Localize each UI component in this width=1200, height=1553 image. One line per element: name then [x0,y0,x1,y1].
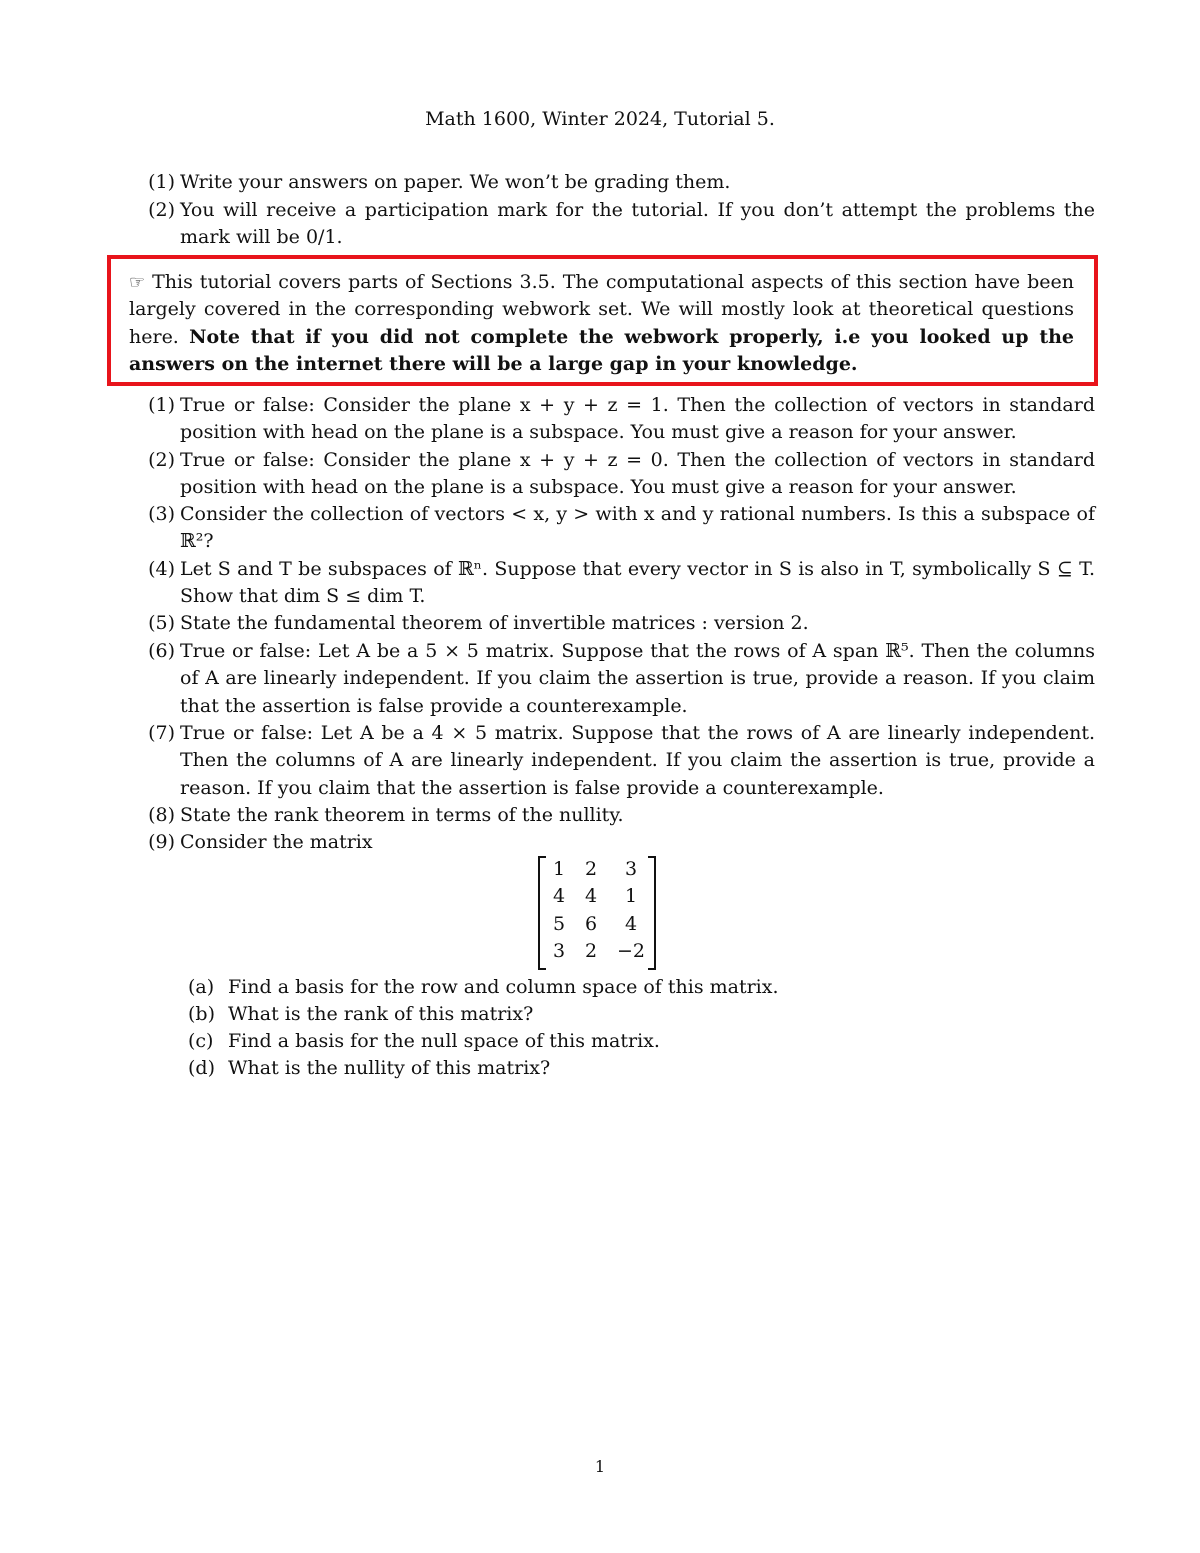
problem-number: (9) [148,831,175,853]
instruction-number: (1) [148,171,175,193]
subpart-text: What is the rank of this matrix? [228,1003,534,1025]
problem-text: True or false: Consider the plane x + y + z = 1. Then the collection of vectors in standard position with head on the plane is a subspace. You must give a reason for your answer. [180,394,1095,444]
notice-text: This tutorial covers parts of Sections 3.5. The computational aspects of this section have been largely covered in the corresponding webwork set. We will mostly look at theoretical questions here. [129,271,1074,348]
subpart-text: Find a basis for the null space of this matrix. [228,1030,660,1052]
matrix-cell: 4 [624,913,638,935]
subpart-label: (c) [188,1030,214,1052]
matrix-cell: 4 [552,885,566,907]
problem-item [135,556,1095,611]
matrix-cell: 3 [624,858,638,880]
subpart-text: What is the nullity of this matrix? [228,1057,551,1079]
matrix-cell: 4 [584,885,598,907]
instruction-number: (2) [148,199,175,221]
problem-text: Consider the matrix [180,831,373,853]
matrix-row [538,913,656,940]
matrix-cell: 5 [552,913,566,935]
subpart-item [188,1001,1088,1028]
problem-text: Consider the collection of vectors < x, y > with x and y rational numbers. Is this a subspace of ℝ²? [180,503,1095,553]
problem-number: (1) [148,394,175,416]
problem-text: State the rank theorem in terms of the nullity. [180,804,624,826]
instruction-item [135,197,1095,252]
problem-text: True or false: Let A be a 4 × 5 matrix. Suppose that the rows of A are linearly independent. Then the columns of A are linearly independent. If you claim the assertion is true, provide a reason. If you claim that the assertion is false provide a counterexample. [180,722,1095,799]
notice-box [107,255,1098,386]
problem-number: (2) [148,449,175,471]
problem-item [135,392,1095,447]
problem-number: (4) [148,558,175,580]
problem-number: (5) [148,612,175,634]
subpart-item [188,1028,1088,1055]
pointing-hand-icon: ☞ [129,272,146,293]
problem-text: True or false: Consider the plane x + y + z = 0. Then the collection of vectors in standard position with head on the plane is a subspace. You must give a reason for your answer. [180,449,1095,499]
matrix-row [538,885,656,912]
matrix-cell: 1 [624,885,638,907]
problem-item [135,501,1095,556]
problem-number: (3) [148,503,175,525]
matrix-cell: 3 [552,940,566,962]
subpart-item [188,974,1088,1001]
page-title: Math 1600, Winter 2024, Tutorial 5. [425,108,775,130]
instruction-text: You will receive a participation mark for the tutorial. If you don’t attempt the problems the mark will be 0/1. [180,199,1095,249]
page-number: 1 [594,1457,606,1476]
problem-number: (8) [148,804,175,826]
instruction-item [135,169,1095,196]
notice-text-block [129,269,1074,378]
matrix-cell: 1 [552,858,566,880]
subpart-label: (a) [188,976,215,998]
subpart-label: (b) [188,1003,215,1025]
instruction-text: Write your answers on paper. We won’t be grading them. [180,171,731,193]
subpart-item [188,1055,1088,1082]
problem-number: (6) [148,640,175,662]
problem-item [135,610,1095,637]
matrix-row [538,940,656,967]
problem-item [135,447,1095,502]
problem-text: State the fundamental theorem of invertible matrices : version 2. [180,612,809,634]
problem-number: (7) [148,722,175,744]
problem-text: True or false: Let A be a 5 × 5 matrix. Suppose that the rows of A span ℝ⁵. Then the columns of A are linearly independent. If you claim the assertion is true, provide a reason. If you claim that the assertion is false provide a counterexample. [180,640,1095,717]
problem-item [135,802,1095,829]
matrix [538,856,656,970]
matrix-cell: 2 [584,940,598,962]
problem-item [135,720,1095,802]
subpart-label: (d) [188,1057,215,1079]
matrix-cell: −2 [616,940,645,962]
matrix-row [538,858,656,885]
problem-item [135,829,1095,856]
problem-text: Let S and T be subspaces of ℝⁿ. Suppose that every vector in S is also in T, symbolically S ⊆ T. Show that dim S ≤ dim T. [180,558,1095,608]
matrix-cell: 6 [584,913,598,935]
matrix-cell: 2 [584,858,598,880]
subpart-text: Find a basis for the row and column space of this matrix. [228,976,779,998]
notice-bold-warning: Note that if you did not complete the webwork properly, i.e you looked up the answers on the internet there will be a large gap in your knowledge. [129,325,1074,375]
problem-item [135,638,1095,720]
